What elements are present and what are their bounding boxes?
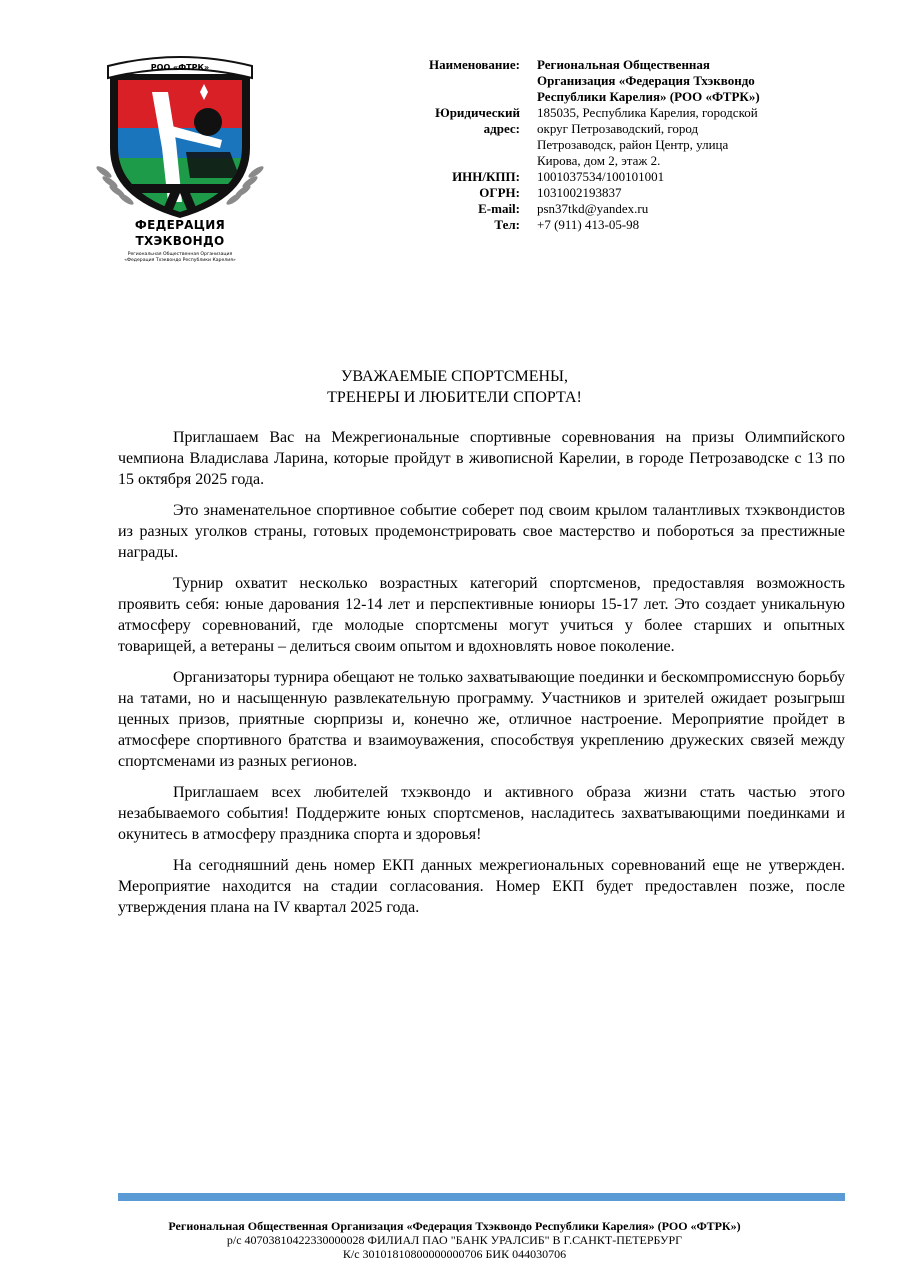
requisite-row-email (395, 201, 812, 217)
logo-taekwondo-text: ТХЭКВОНДО (135, 234, 225, 248)
greeting-line-2: ТРЕНЕРЫ И ЛЮБИТЕЛИ СПОРТА! (327, 389, 582, 406)
letter-body (118, 427, 845, 928)
legal-address: 185035, Республика Карелия, городской округ Петрозаводский, город Петрозаводск, район Центр, улица Кирова, дом 2, этаж 2. (537, 105, 758, 168)
ogrn-label: ОГРН: (479, 185, 520, 200)
paragraph: Это знаменательное спортивное событие соберет под своим крылом талантливых тхэквондистов из разных уголков страны, готовых продемонстрировать свое мастерство и побороться за престижные награды. (118, 502, 845, 561)
email-label: E-mail: (478, 201, 520, 216)
requisites-table (395, 57, 812, 233)
address-label: Юридический адрес: (435, 105, 520, 136)
paragraph: На сегодняшний день номер ЕКП данных межрегиональных соревнований еще не утвержден. Мероприятие находится на стадии согласования. Номер ЕКП будет предоставлен позже, после утверждения плана на IV квартал 2025 года. (118, 857, 845, 916)
federation-logo (90, 52, 270, 272)
letter-greeting (0, 366, 909, 408)
requisite-row-tel (395, 217, 812, 233)
requisite-row-inn (395, 169, 812, 185)
tel-value: +7 (911) 413-05-98 (537, 217, 640, 232)
paragraph: Турнир охватит несколько возрастных категорий спортсменов, предоставляя возможность проявить себя: юные дарования 12-14 лет и перспективные юниоры 15-17 лет. Это создает уникальную атмосферу соревнований, где молодые спортсмены могут учиться у более старших и опытных товарищей, а ветераны – делиться своим опытом и вдохновлять новое поколение. (118, 575, 845, 655)
footer-org-name: Региональная Общественная Организация «Федерация Тхэквондо Республики Карелия» (РОО «ФТРК») (168, 1219, 741, 1233)
logo-federation-text: ФЕДЕРАЦИЯ (134, 218, 226, 232)
requisite-row-address (395, 105, 812, 169)
tel-label: Тел: (494, 217, 520, 232)
inn-label: ИНН/КПП: (452, 169, 520, 184)
greeting-line-1: УВАЖАЕМЫЕ СПОРТСМЕНЫ, (341, 368, 568, 385)
taekwondo-emblem-icon (90, 52, 270, 218)
organization-name: Региональная Общественная Организация «Федерация Тхэквондо Республики Карелия» (РОО «ФТРК») (537, 57, 760, 104)
organization-requisites (395, 57, 825, 233)
logo-ribbon-text: РОО «ФТРК» (150, 63, 210, 72)
footer-bik: К/с 30101810800000000706 БИК 044030706 (342, 1247, 567, 1261)
name-label: Наименование: (429, 57, 520, 72)
ogrn-value: 1031002193837 (537, 185, 622, 200)
paragraph: Организаторы турнира обещают не только захватывающие поединки и бескомпромиссную борьбу на татами, но и насыщенную развлекательную программу. Участников и зрителей ожидает розыгрыш ценных призов, приятные сюрпризы и, конечно же, отличное настроение. Мероприятие пройдет в атмосфере спортивного братства и взаимоуважения, способствуя укреплению дружеских связей между спортсменами из разных регионов. (118, 669, 845, 770)
footer-divider (118, 1193, 845, 1201)
paragraph: Приглашаем Вас на Межрегиональные спортивные соревнования на призы Олимпийского чемпиона Владислава Ларина, которые пройдут в живописной Карелии, в городе Петрозаводске с 13 по 15 октября 2025 года. (118, 429, 845, 488)
footer-account: р/с 40703810422330000028 ФИЛИАЛ ПАО "БАНК УРАЛСИБ" В Г.САНКТ-ПЕТЕРБУРГ (226, 1233, 683, 1247)
requisite-row-ogrn (395, 185, 812, 201)
footer-bank-details (0, 1219, 909, 1261)
inn-value: 1001037534/100101001 (537, 169, 665, 184)
logo-org-caption: Региональная Общественная Организация «Федерация Тхэквондо Республики Карелия» (124, 252, 236, 263)
requisite-row-name (395, 57, 812, 105)
email-value[interactable]: psn37tkd@yandex.ru (537, 201, 649, 216)
paragraph: Приглашаем всех любителей тхэквондо и активного образа жизни стать частью этого незабываемого события! Поддержите юных спортсменов, насладитесь захватывающими поединками и окунитесь в атмосферу праздника спорта и здоровья! (118, 784, 845, 843)
